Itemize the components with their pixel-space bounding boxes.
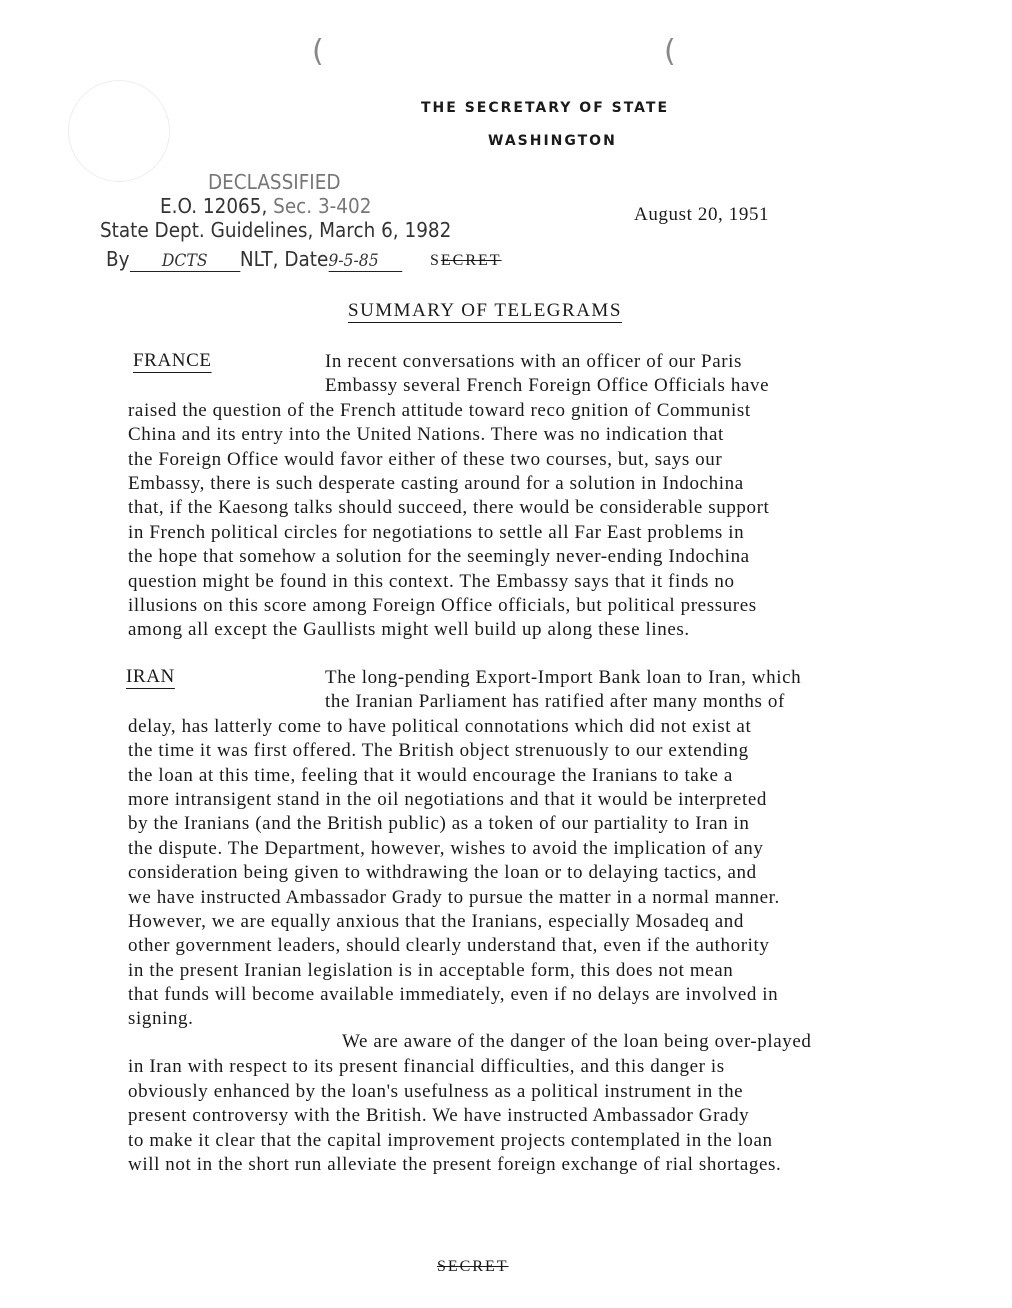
text-line: in French political circles for negotiations to settle all Far East problems in [128, 521, 745, 543]
stamp-declassified: DECLASSIFIED [208, 170, 341, 194]
handwritten-date: 9-5-85 [328, 251, 402, 272]
iran-para2-first-line: We are aware of the danger of the loan being over-played [342, 1031, 812, 1052]
france-body [128, 399, 769, 643]
text-line: signing. [128, 1008, 194, 1030]
stamp-section: Sec. 3-402 [273, 194, 372, 218]
text-line: by the Iranians (and the British public) as a token of our partiality to Iran in [128, 813, 750, 835]
text-line: the dispute. The Department, however, wishes to avoid the implication of any [128, 837, 764, 859]
punch-mark: ( [312, 34, 324, 69]
document-heading: SUMMARY OF TELEGRAMS [348, 300, 622, 321]
text-line: However, we are equally anxious that the Iranians, especially Mosadeq and [128, 910, 744, 932]
classification-bottom: SECRET [437, 1258, 509, 1275]
text-line: in Iran with respect to its present financial difficulties, and this danger is [128, 1056, 725, 1078]
text-line: the loan at this time, feeling that it would encourage the Iranians to take a [128, 764, 733, 786]
text-line: in the present Iranian legislation is in acceptable form, this does not mean [128, 959, 734, 981]
text-line: among all except the Gaullists might well build up along these lines. [128, 619, 690, 641]
letterhead-city: WASHINGTON [488, 133, 617, 149]
text-line: to make it clear that the capital improvement projects contemplated in the loan [128, 1129, 773, 1151]
text-line: other government leaders, should clearly understand that, even if the authority [128, 935, 770, 957]
letterhead-title: THE SECRETARY OF STATE [421, 100, 670, 116]
france-first-lines [325, 350, 769, 399]
text-line: that, if the Kaesong talks should succeed, there would be considerable support [128, 497, 770, 519]
stamp-by-line [106, 247, 402, 272]
iran-para2-body [128, 1055, 781, 1177]
stamp-date-label: NLT, Date [239, 247, 329, 271]
classification-s: S [430, 252, 441, 269]
text-line: delay, has latterly come to have political connotations which did not exist at [128, 715, 752, 737]
iran-first-lines [325, 666, 801, 715]
embossed-seal [68, 80, 170, 182]
text-line: Embassy several French Foreign Office Officials have [325, 375, 770, 397]
text-line: illusions on this score among Foreign Office officials, but political pressures [128, 594, 757, 616]
stamp-eo-number: E.O. 12065, [160, 194, 268, 218]
handwritten-initials: DCTS [130, 251, 240, 272]
stamp-guidelines: State Dept. Guidelines, March 6, 1982 [100, 218, 452, 242]
text-line: the time it was first offered. The British object strenuously to our extending [128, 740, 749, 762]
document-date: August 20, 1951 [634, 204, 770, 225]
text-line: China and its entry into the United Nations. There was no indication that [128, 424, 724, 446]
text-line: more intransigent stand in the oil negotiations and that it would be interpreted [128, 788, 767, 810]
iran-body [128, 715, 780, 1032]
text-line: consideration being given to withdrawing the loan or to delaying tactics, and [128, 862, 757, 884]
text-line: The long-pending Export-Import Bank loan to Iran, which [325, 667, 802, 688]
classification-struck: ECRET [440, 252, 502, 269]
text-line: the Iranian Parliament has ratified after many months of [325, 691, 785, 713]
text-line: present controversy with the British. We have instructed Ambassador Grady [128, 1105, 750, 1127]
text-line: obviously enhanced by the loan's usefulness as a political instrument in the [128, 1080, 744, 1102]
text-line: raised the question of the French attitude toward reco gnition of Communist [128, 399, 751, 421]
text-line: the Foreign Office would favor either of these two courses, but, says our [128, 448, 723, 470]
text-line: we have instructed Ambassador Grady to pursue the matter in a normal manner. [128, 886, 780, 908]
text-line: will not in the short run alleviate the present foreign exchange of rial shortages. [128, 1153, 782, 1175]
section-label-iran: IRAN [126, 666, 175, 687]
text-line: Embassy, there is such desperate casting around for a solution in Indochina [128, 472, 744, 494]
punch-mark: ( [664, 34, 676, 69]
stamp-by-label: By [106, 247, 130, 271]
text-line: question might be found in this context. The Embassy says that it finds no [128, 570, 735, 592]
classification-top [430, 252, 502, 270]
text-line: In recent conversations with an officer of our Paris [325, 351, 743, 372]
text-line: that funds will become available immediately, even if no delays are involved in [128, 984, 779, 1006]
section-label-france: FRANCE [133, 350, 212, 371]
text-line: the hope that somehow a solution for the seemingly never-ending Indochina [128, 546, 750, 568]
stamp-eo [160, 194, 371, 218]
